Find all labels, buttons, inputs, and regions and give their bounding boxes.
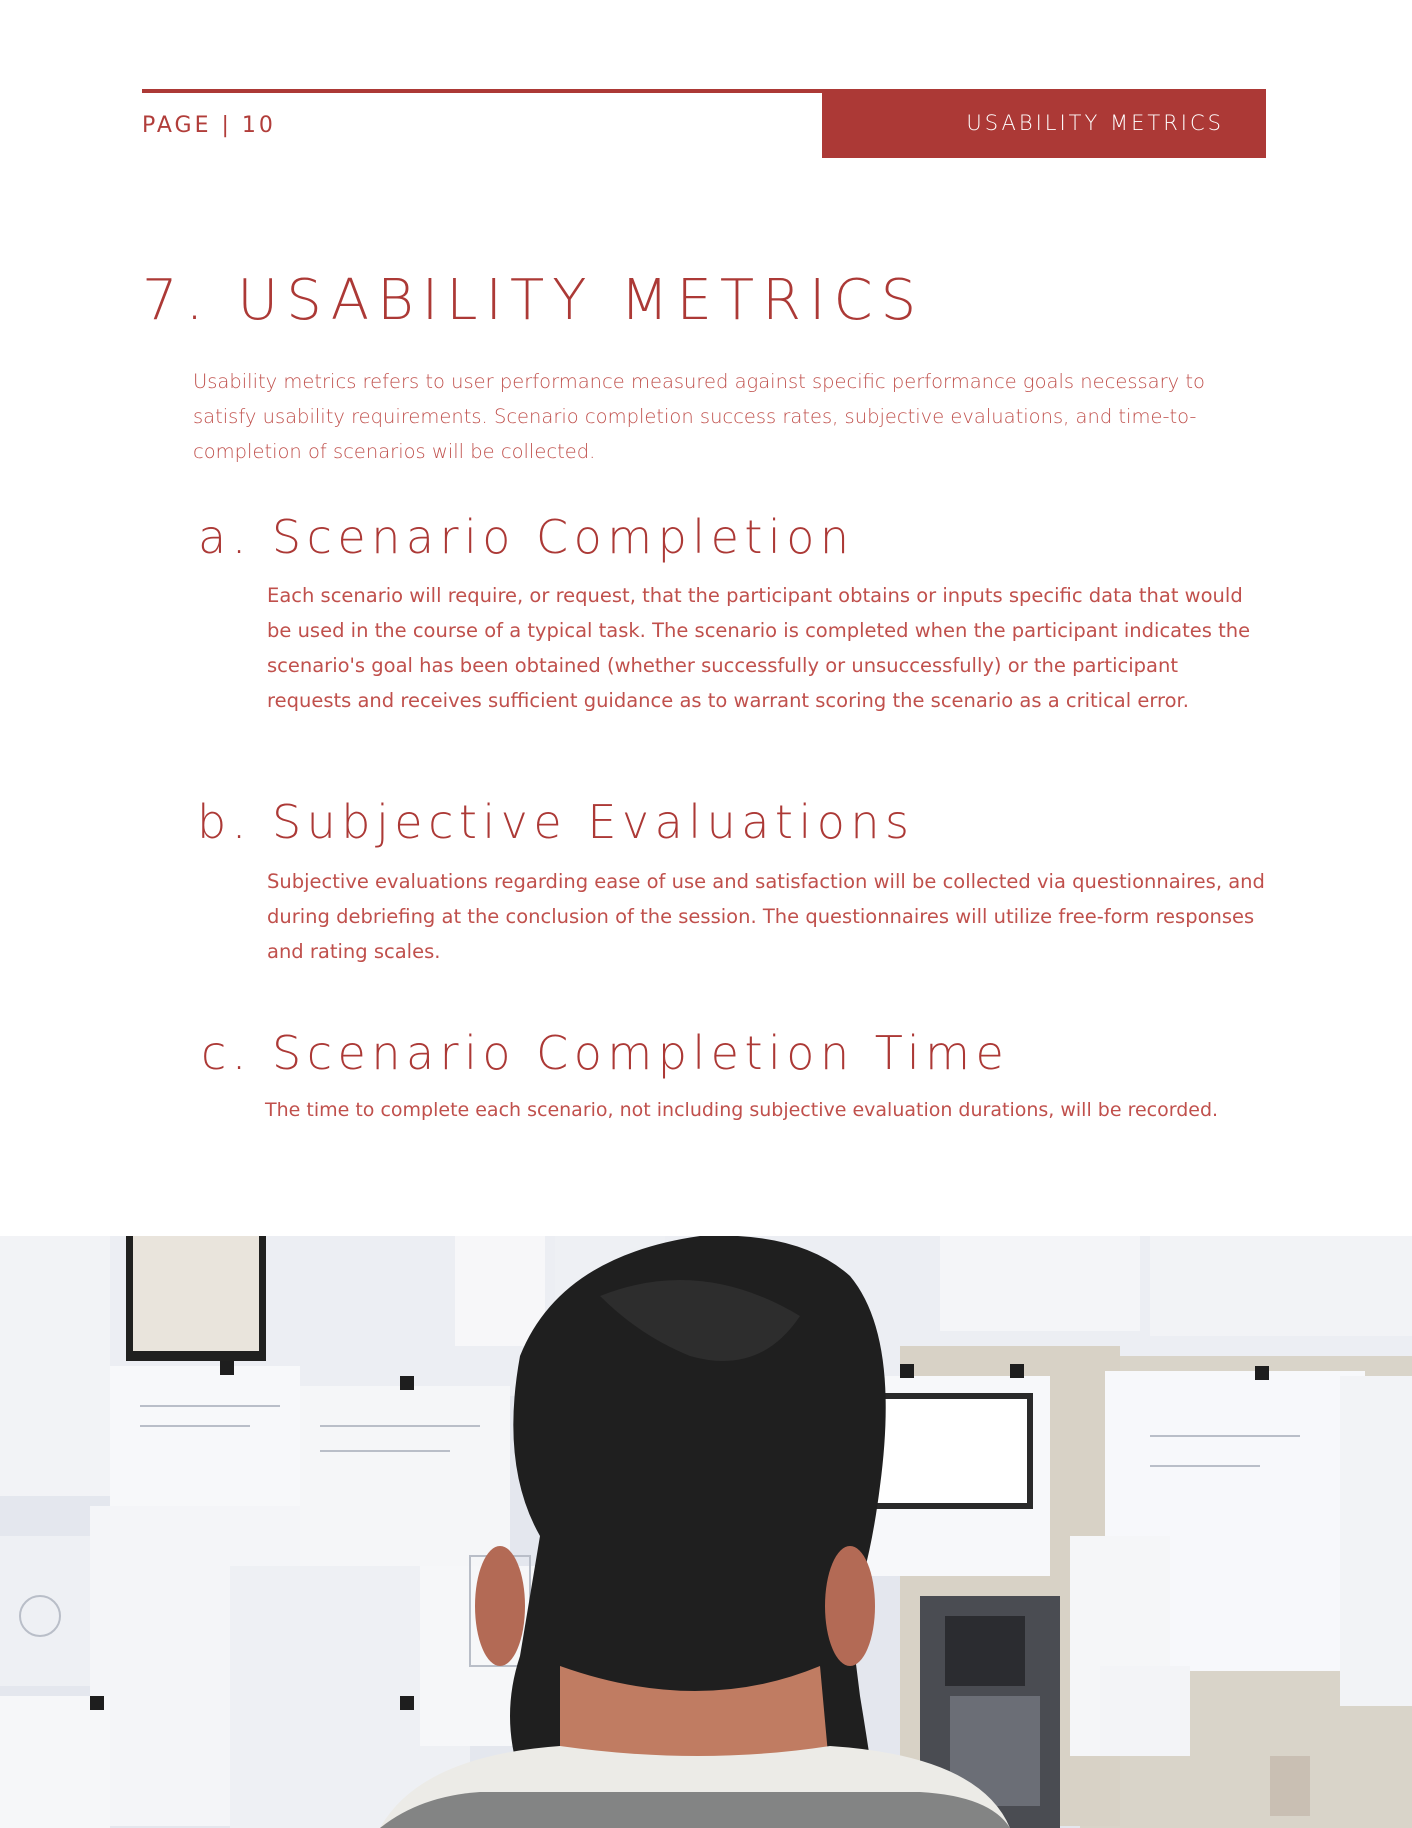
section-body-subjective-evaluations: Subjective evaluations regarding ease of use and satisfaction will be collected via questionnaires, and during debriefing at the conclusion of the session. The questionnaires will utilize free-form responses and rating scales. [267, 870, 1265, 963]
page-number: PAGE | 10 [142, 113, 276, 138]
section-heading-subjective-evaluations: b. Subjective Evaluations [197, 795, 915, 849]
wireframe-wall-photo [0, 1236, 1412, 1828]
section-heading-scenario-completion: a. Scenario Completion [198, 510, 855, 564]
section-tab [822, 89, 1266, 158]
section-heading-scenario-completion-time: c. Scenario Completion Time [201, 1026, 1010, 1080]
section-tab-label: USABILITY METRICS [966, 111, 1224, 135]
section-body-scenario-completion: Each scenario will require, or request, that the participant obtains or inputs specific data that would be used in the course of a typical task. The scenario is completed when the participant indicates the scenario's goal has been obtained (whether successfully or unsuccessfully) or the participant requests and receives sufficient guidance as to warrant scoring the scenario as a critical error. [267, 584, 1251, 712]
intro-paragraph: Usability metrics refers to user performance measured against specific performance goals necessary to satisfy usability requirements. Scenario completion success rates, subjective evaluations, and time-to-completion of scenarios will be collected. [193, 370, 1205, 463]
wireframe-wall-illustration [0, 1236, 1412, 1828]
section-body-scenario-completion-time: The time to complete each scenario, not including subjective evaluation durations, will be recorded. [265, 1099, 1219, 1121]
header-rule [142, 89, 823, 93]
page-title: 7. USABILITY METRICS [142, 268, 925, 333]
